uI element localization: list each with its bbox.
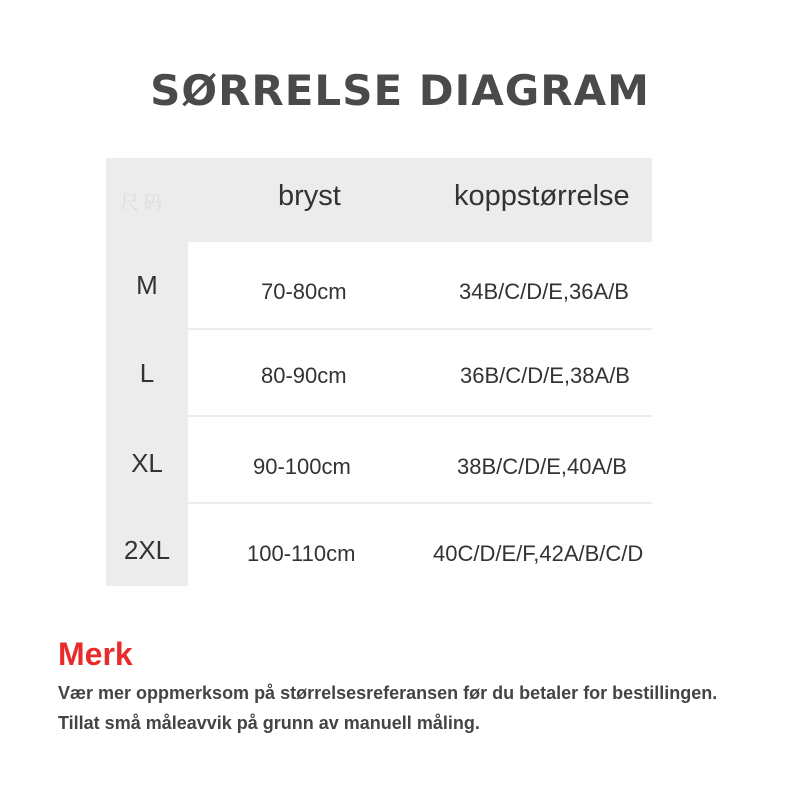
header-bryst: bryst — [278, 180, 341, 212]
size-chart-table — [106, 158, 652, 586]
chest-value: 100-110cm — [247, 541, 356, 566]
size-label: XL — [131, 448, 163, 478]
row-divider — [188, 502, 652, 504]
header-koppstorrelse: koppstørrelse — [454, 180, 630, 212]
size-label: 2XL — [123, 535, 171, 565]
cup-value: 38B/C/D/E,40A/B — [457, 454, 627, 479]
cup-value: 40C/D/E/F,42A/B/C/D — [433, 541, 644, 566]
size-label: M — [136, 270, 158, 300]
corner-watermark: 尺码 — [120, 192, 167, 214]
cup-value: 36B/C/D/E,38A/B — [460, 363, 630, 388]
cup-value: 34B/C/D/E,36A/B — [459, 279, 629, 304]
note-heading: Merk — [58, 636, 133, 672]
note-line: Tillat små måleavvik på grunn av manuell måling. — [58, 713, 480, 733]
chest-value: 90-100cm — [253, 454, 351, 479]
row-divider — [188, 415, 652, 417]
row-divider — [188, 328, 652, 330]
chest-value: 80-90cm — [261, 363, 347, 388]
size-label: L — [139, 358, 155, 388]
note-line: Vær mer oppmerksom på størrelsesreferansen før du betaler for bestillingen. — [58, 683, 718, 703]
chest-value: 70-80cm — [261, 279, 347, 304]
page-title: SØRRELSE DIAGRAM — [150, 66, 650, 115]
